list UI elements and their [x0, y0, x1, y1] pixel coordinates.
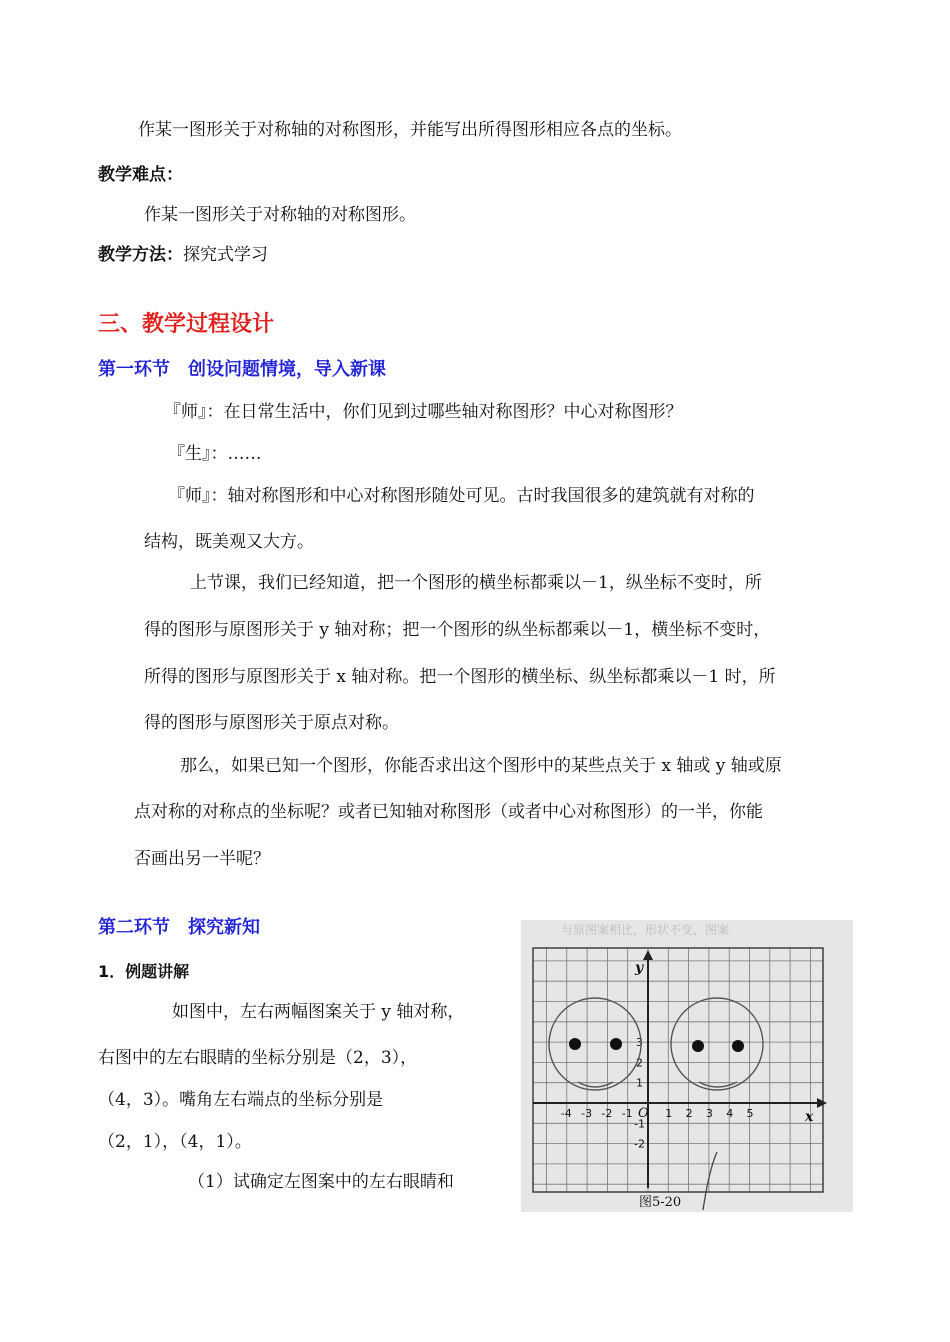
- y-tick-label: -1: [634, 1117, 645, 1131]
- x-tick-label: -2: [601, 1107, 613, 1120]
- y-tick-label: 1: [636, 1076, 643, 1090]
- teacher-line-2b: 结构，既美观又大方。: [144, 532, 314, 552]
- review-line-a: 上节课，我们已经知道，把一个图形的横坐标都乘以－1，纵坐标不变时，所: [190, 573, 762, 593]
- question-line-c: 否画出另一半呢？: [134, 849, 270, 869]
- axes: [533, 958, 817, 1188]
- x-tick-label: 4: [726, 1107, 734, 1120]
- coordinate-figure: [521, 920, 853, 1212]
- x-tick-label: 1: [665, 1107, 673, 1120]
- section3-title: 三、教学过程设计: [98, 312, 275, 337]
- figure-5-20: [521, 920, 853, 1212]
- y-axis-arrow-icon: [643, 950, 653, 960]
- bleed-through-text: 与原图案相比，形状不变，图案: [561, 923, 730, 937]
- y-tick-label: -2: [634, 1137, 645, 1151]
- example-line-a: 如图中，左右两幅图案关于 y 轴对称，: [172, 1002, 465, 1022]
- question-line-a: 那么，如果已知一个图形，你能否求出这个图形中的某些点关于 x 轴或 y 轴或原: [180, 756, 782, 776]
- y-tick-label: 2: [636, 1056, 643, 1070]
- difficulty-label: 教学难点：: [98, 165, 183, 185]
- step2-title: 第二环节 探究新知: [98, 917, 260, 938]
- x-axis-arrow-icon: [817, 1098, 827, 1108]
- x-tick-label: 5: [746, 1107, 754, 1120]
- grid: [533, 948, 823, 1192]
- method-line: [98, 244, 268, 266]
- review-line-b: 得的图形与原图形关于 y 轴对称；把一个图形的纵坐标都乘以－1，横坐标不变时，: [144, 620, 771, 640]
- x-axis-label: x: [805, 1109, 814, 1125]
- left-face-outline: [549, 998, 641, 1090]
- difficulty-text: 作某一图形关于对称轴的对称图形。: [144, 205, 416, 225]
- example-line-b: 右图中的左右眼睛的坐标分别是（2，3），: [98, 1048, 418, 1068]
- x-tick-label: 3: [705, 1107, 713, 1120]
- step1-title: 第一环节 创设问题情境，导入新课: [98, 359, 386, 380]
- y-tick-label: 3: [636, 1036, 643, 1050]
- review-line-d: 得的图形与原图形关于原点对称。: [144, 713, 399, 733]
- teacher-line-2a: 『师』：轴对称图形和中心对称图形随处可见。古时我国很多的建筑就有对称的: [168, 486, 755, 506]
- teacher-question-1: 『师』：在日常生活中，你们见到过哪些轴对称图形？中心对称图形？: [164, 402, 683, 422]
- x-tick-label: -1: [621, 1107, 633, 1120]
- right-face-left-eye: [692, 1040, 704, 1052]
- y-axis-label: y: [635, 960, 644, 976]
- figure-caption: 图5-20: [639, 1195, 682, 1210]
- review-line-c: 所得的图形与原图形关于 x 轴对称。把一个图形的横坐标、纵坐标都乘以－1 时，所: [144, 667, 776, 687]
- example-line-e: （1）试确定左图案中的左右眼睛和: [188, 1172, 454, 1192]
- origin-label: O: [638, 1106, 649, 1121]
- right-face-right-eye: [732, 1040, 744, 1052]
- example-title: 1．例题讲解: [98, 962, 190, 981]
- objective-line: 作某一图形关于对称轴的对称图形，并能写出所得图形相应各点的坐标。: [138, 120, 682, 140]
- method-text: 探究式学习: [183, 245, 268, 265]
- example-line-d: （2，1），（4，1）。: [98, 1132, 252, 1152]
- left-face: [549, 998, 641, 1090]
- scratch-mark: [703, 1152, 717, 1210]
- question-line-b: 点对称的对称点的坐标呢？或者已知轴对称图形（或者中心对称图形）的一半，你能: [134, 802, 763, 822]
- x-tick-labels: [561, 1107, 754, 1120]
- grid-border: [533, 948, 823, 1192]
- left-face-left-eye: [569, 1038, 581, 1050]
- x-tick-label: -4: [560, 1107, 572, 1120]
- left-face-right-eye: [610, 1038, 622, 1050]
- student-answer: 『生』：……: [168, 444, 262, 464]
- x-tick-label: 2: [685, 1107, 693, 1120]
- method-label: 教学方法：: [98, 245, 183, 265]
- example-line-c: （4，3）。嘴角左右端点的坐标分别是: [98, 1090, 384, 1110]
- x-tick-label: -3: [581, 1107, 593, 1120]
